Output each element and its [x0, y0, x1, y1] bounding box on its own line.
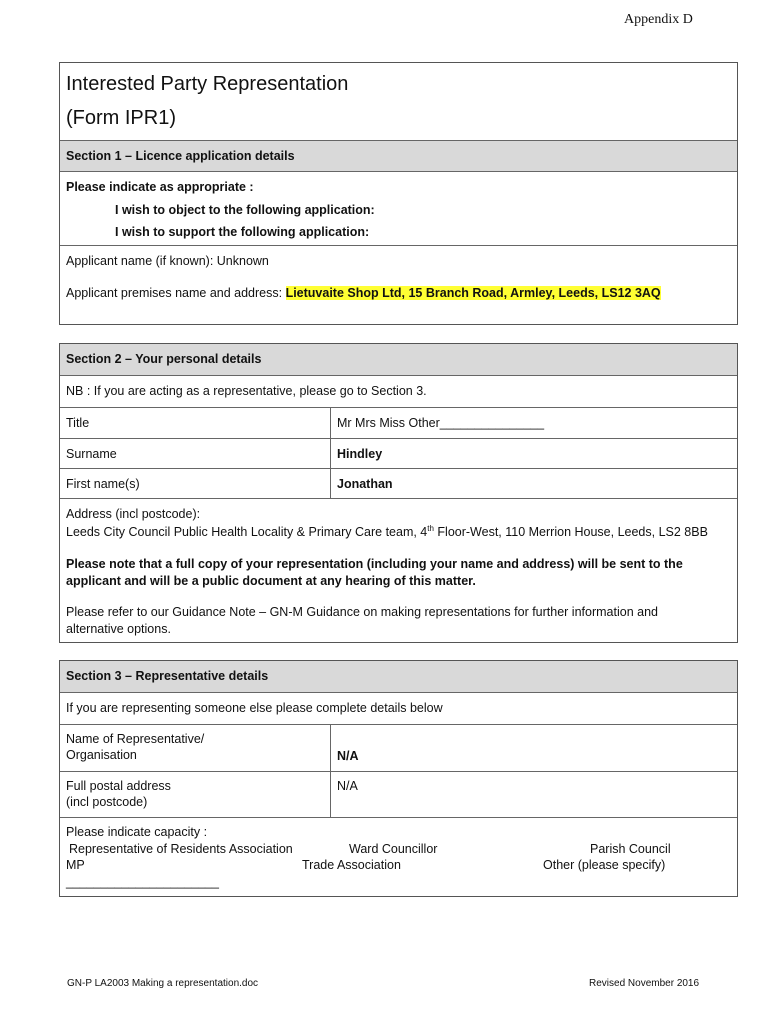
capacity-label: Please indicate capacity :: [66, 825, 208, 839]
appendix-label: Appendix D: [624, 12, 693, 27]
applicant-name: Applicant name (if known): Unknown: [66, 254, 269, 268]
footer-left: GN-P LA2003 Making a representation.doc: [67, 978, 259, 989]
firstname-row: [60, 468, 737, 498]
refer-line2: alternative options.: [66, 622, 171, 636]
address-block: [60, 498, 737, 642]
title-row: [60, 407, 737, 438]
section1-header: Section 1 – Licence application details: [60, 140, 737, 171]
postal-row: Full postal address (incl postcode) N/A: [60, 771, 737, 817]
opt-parish[interactable]: Parish Council: [590, 842, 671, 856]
opt-other[interactable]: Other (please specify): [543, 858, 666, 872]
note-line2: applicant and will be a public document at any hearing of this matter.: [66, 574, 476, 588]
object-option[interactable]: I wish to object to the following application:: [115, 203, 375, 217]
capacity-block: [60, 817, 737, 896]
section2-header: Section 2 – Your personal details: [60, 344, 737, 375]
surname-row: [60, 438, 737, 468]
section2-box: [59, 343, 738, 643]
title-value[interactable]: Mr Mrs Miss Other_______________: [337, 416, 545, 430]
postal-value[interactable]: N/A: [337, 779, 358, 793]
footer-right: Revised November 2016: [589, 978, 700, 989]
section1-box: [59, 62, 738, 325]
form-title: Interested Party Representation: [66, 73, 349, 95]
section3-header: Section 3 – Representative details: [60, 661, 737, 692]
applicant-details: [60, 245, 737, 324]
title-label: Title: [66, 416, 90, 430]
opt-ward[interactable]: Ward Councillor: [349, 842, 438, 856]
premises-value: Lietuvaite Shop Ltd, 15 Branch Road, Armley, Leeds, LS12 3AQ: [285, 286, 661, 300]
intro-row: If you are representing someone else please complete details below: [60, 692, 737, 724]
premises-line: [66, 286, 661, 300]
surname-label: Surname: [66, 447, 117, 461]
firstname-label: First name(s): [66, 477, 140, 491]
nb-row: NB : If you are acting as a representative, please go to Section 3.: [60, 375, 737, 407]
rep-name-row: Name of Representative/ Organisation N/A: [60, 724, 737, 771]
opt-mp[interactable]: MP: [66, 858, 85, 872]
other-line[interactable]: ______________________: [66, 875, 219, 889]
section1-options: [60, 171, 737, 245]
rep-name-value[interactable]: N/A: [337, 749, 359, 763]
opt-trade[interactable]: Trade Association: [302, 858, 401, 872]
surname-value[interactable]: Hindley: [337, 447, 383, 461]
address-label: Address (incl postcode):: [66, 507, 201, 521]
premises-label: Applicant premises name and address:: [66, 286, 286, 300]
indicate-label: Please indicate as appropriate :: [66, 180, 254, 194]
section3-box: [59, 660, 738, 897]
note-line1: Please note that a full copy of your representation (including your name and address) will be sent to the: [66, 557, 683, 571]
refer-line1: Please refer to our Guidance Note – GN-M Guidance on making representations for further information and: [66, 605, 658, 619]
support-option[interactable]: I wish to support the following application:: [115, 225, 370, 239]
address-value[interactable]: Leeds City Council Public Health Locality & Primary Care team, 4th Floor-West, 110 Merrion House, Leeds, LS2 8BB: [66, 524, 708, 540]
form-subtitle: (Form IPR1): [66, 107, 176, 129]
firstname-value[interactable]: Jonathan: [337, 477, 393, 491]
opt-residents[interactable]: Representative of Residents Association: [69, 842, 293, 856]
